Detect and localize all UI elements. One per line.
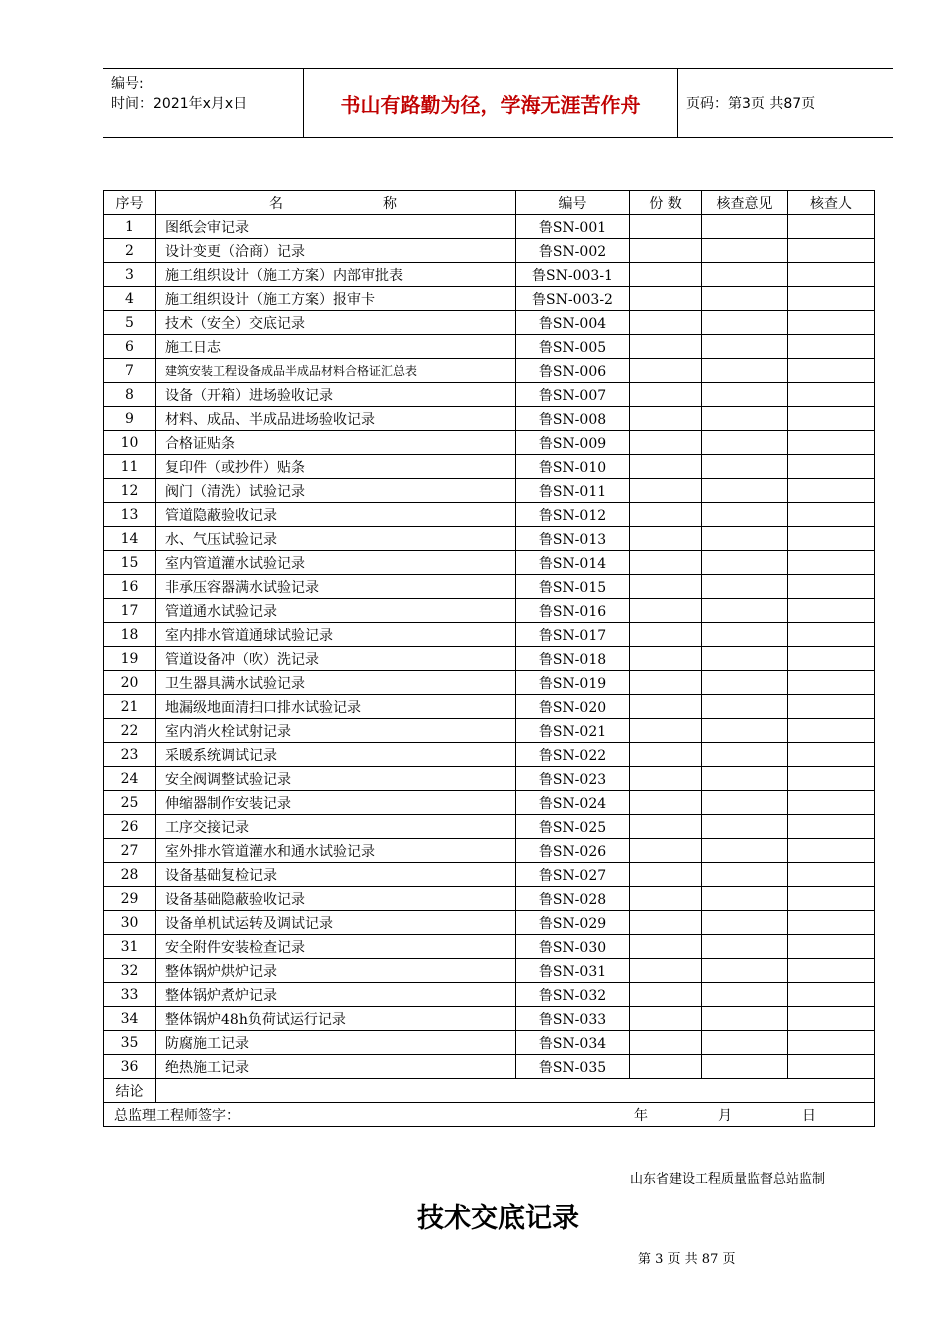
row-copies[interactable] <box>630 287 702 311</box>
row-name: 非承压容器满水试验记录 <box>156 575 516 599</box>
year-label: 年 <box>634 1107 648 1124</box>
row-copies[interactable] <box>630 719 702 743</box>
table-row <box>104 383 875 407</box>
row-number: 16 <box>104 575 156 599</box>
row-code: 鲁SN-005 <box>516 335 630 359</box>
row-code: 鲁SN-006 <box>516 359 630 383</box>
row-checker[interactable] <box>788 431 875 455</box>
row-number: 34 <box>104 1007 156 1031</box>
row-checker[interactable] <box>788 887 875 911</box>
row-number: 1 <box>104 215 156 239</box>
row-code: 鲁SN-034 <box>516 1031 630 1055</box>
row-code: 鲁SN-003-1 <box>516 263 630 287</box>
row-number: 36 <box>104 1055 156 1079</box>
row-number: 4 <box>104 287 156 311</box>
row-name: 防腐施工记录 <box>156 1031 516 1055</box>
row-code: 鲁SN-002 <box>516 239 630 263</box>
row-opinion[interactable] <box>702 647 788 671</box>
table-row <box>104 815 875 839</box>
row-checker[interactable] <box>788 695 875 719</box>
row-checker[interactable] <box>788 1007 875 1031</box>
row-checker[interactable] <box>788 503 875 527</box>
conclusion-value[interactable] <box>156 1079 875 1103</box>
row-opinion[interactable] <box>702 863 788 887</box>
row-copies[interactable] <box>630 911 702 935</box>
row-name: 建筑安装工程设备成品半成品材料合格证汇总表 <box>156 359 516 383</box>
row-opinion[interactable] <box>702 959 788 983</box>
header-meta <box>103 69 304 137</box>
table-row <box>104 983 875 1007</box>
records-table <box>103 190 875 1127</box>
row-opinion[interactable] <box>702 287 788 311</box>
header-no: 序号 <box>104 191 156 215</box>
row-copies[interactable] <box>630 575 702 599</box>
table-header-row <box>104 191 875 215</box>
row-opinion[interactable] <box>702 431 788 455</box>
row-copies[interactable] <box>630 239 702 263</box>
row-copies[interactable] <box>630 311 702 335</box>
row-code: 鲁SN-011 <box>516 479 630 503</box>
row-checker[interactable] <box>788 623 875 647</box>
header-checker: 核查人 <box>788 191 875 215</box>
row-code: 鲁SN-001 <box>516 215 630 239</box>
row-opinion[interactable] <box>702 935 788 959</box>
row-opinion[interactable] <box>702 407 788 431</box>
row-number: 21 <box>104 695 156 719</box>
row-copies[interactable] <box>630 647 702 671</box>
row-code: 鲁SN-008 <box>516 407 630 431</box>
row-number: 7 <box>104 359 156 383</box>
row-number: 3 <box>104 263 156 287</box>
row-code: 鲁SN-009 <box>516 431 630 455</box>
row-copies[interactable] <box>630 335 702 359</box>
row-copies[interactable] <box>630 863 702 887</box>
table-row <box>104 839 875 863</box>
row-opinion[interactable] <box>702 311 788 335</box>
row-checker[interactable] <box>788 407 875 431</box>
row-checker[interactable] <box>788 1055 875 1079</box>
row-opinion[interactable] <box>702 815 788 839</box>
row-checker[interactable] <box>788 527 875 551</box>
page-code: 页码：第3页 共87页 <box>686 96 816 112</box>
row-checker[interactable] <box>788 863 875 887</box>
row-checker[interactable] <box>788 719 875 743</box>
row-opinion[interactable] <box>702 623 788 647</box>
row-number: 10 <box>104 431 156 455</box>
table-row <box>104 263 875 287</box>
table-row <box>104 1007 875 1031</box>
row-copies[interactable] <box>630 551 702 575</box>
row-opinion[interactable] <box>702 839 788 863</box>
row-code: 鲁SN-032 <box>516 983 630 1007</box>
table-row <box>104 215 875 239</box>
row-opinion[interactable] <box>702 791 788 815</box>
row-opinion[interactable] <box>702 695 788 719</box>
row-copies[interactable] <box>630 1007 702 1031</box>
row-name: 合格证贴条 <box>156 431 516 455</box>
row-copies[interactable] <box>630 527 702 551</box>
page-footer: 第 3 页 共 87 页 <box>638 1252 736 1267</box>
header-motto: 书山有路勤为径，学海无涯苦作舟 <box>304 69 678 137</box>
row-name: 绝热施工记录 <box>156 1055 516 1079</box>
row-checker[interactable] <box>788 239 875 263</box>
row-opinion[interactable] <box>702 239 788 263</box>
row-number: 22 <box>104 719 156 743</box>
number-label: 编号: <box>111 76 144 92</box>
row-checker[interactable] <box>788 839 875 863</box>
row-copies[interactable] <box>630 359 702 383</box>
row-number: 33 <box>104 983 156 1007</box>
row-name: 水、气压试验记录 <box>156 527 516 551</box>
row-checker[interactable] <box>788 599 875 623</box>
table-row <box>104 551 875 575</box>
table-row <box>104 575 875 599</box>
row-name: 室内消火栓试射记录 <box>156 719 516 743</box>
row-checker[interactable] <box>788 287 875 311</box>
row-opinion[interactable] <box>702 575 788 599</box>
row-copies[interactable] <box>630 839 702 863</box>
row-checker[interactable] <box>788 911 875 935</box>
table-row <box>104 695 875 719</box>
row-code: 鲁SN-007 <box>516 383 630 407</box>
row-checker[interactable] <box>788 767 875 791</box>
row-opinion[interactable] <box>702 743 788 767</box>
row-name: 设计变更（洽商）记录 <box>156 239 516 263</box>
table-row <box>104 503 875 527</box>
row-copies[interactable] <box>630 791 702 815</box>
row-checker[interactable] <box>788 1031 875 1055</box>
table-row <box>104 743 875 767</box>
row-checker[interactable] <box>788 455 875 479</box>
row-name: 室外排水管道灌水和通水试验记录 <box>156 839 516 863</box>
row-copies[interactable] <box>630 671 702 695</box>
row-checker[interactable] <box>788 263 875 287</box>
row-copies[interactable] <box>630 815 702 839</box>
row-name: 图纸会审记录 <box>156 215 516 239</box>
row-name: 设备（开箱）进场验收记录 <box>156 383 516 407</box>
row-name: 地漏级地面清扫口排水试验记录 <box>156 695 516 719</box>
header-code: 编号 <box>516 191 630 215</box>
table-row <box>104 599 875 623</box>
table-row <box>104 791 875 815</box>
row-number: 24 <box>104 767 156 791</box>
row-number: 15 <box>104 551 156 575</box>
row-copies[interactable] <box>630 263 702 287</box>
row-name: 整体锅炉烘炉记录 <box>156 959 516 983</box>
row-copies[interactable] <box>630 983 702 1007</box>
row-name: 施工组织设计（施工方案）内部审批表 <box>156 263 516 287</box>
row-code: 鲁SN-022 <box>516 743 630 767</box>
row-checker[interactable] <box>788 647 875 671</box>
row-checker[interactable] <box>788 335 875 359</box>
row-name: 伸缩器制作安装记录 <box>156 791 516 815</box>
row-copies[interactable] <box>630 695 702 719</box>
row-opinion[interactable] <box>702 767 788 791</box>
row-code: 鲁SN-031 <box>516 959 630 983</box>
row-name: 室内管道灌水试验记录 <box>156 551 516 575</box>
row-name: 材料、成品、半成品进场验收记录 <box>156 407 516 431</box>
row-name: 设备单机试运转及调试记录 <box>156 911 516 935</box>
table-row <box>104 767 875 791</box>
signature-row <box>104 1103 875 1127</box>
row-number: 29 <box>104 887 156 911</box>
row-number: 9 <box>104 407 156 431</box>
row-code: 鲁SN-017 <box>516 623 630 647</box>
row-copies[interactable] <box>630 455 702 479</box>
table-row <box>104 863 875 887</box>
row-number: 19 <box>104 647 156 671</box>
row-copies[interactable] <box>630 479 702 503</box>
table-row <box>104 239 875 263</box>
issuer-note: 山东省建设工程质量监督总站监制 <box>630 1172 826 1187</box>
row-name: 技术（安全）交底记录 <box>156 311 516 335</box>
row-code: 鲁SN-033 <box>516 1007 630 1031</box>
row-number: 17 <box>104 599 156 623</box>
row-checker[interactable] <box>788 671 875 695</box>
row-code: 鲁SN-013 <box>516 527 630 551</box>
row-number: 11 <box>104 455 156 479</box>
table-row <box>104 719 875 743</box>
row-name: 管道通水试验记录 <box>156 599 516 623</box>
table-row <box>104 959 875 983</box>
row-copies[interactable] <box>630 935 702 959</box>
table-row <box>104 623 875 647</box>
table-row <box>104 335 875 359</box>
row-checker[interactable] <box>788 479 875 503</box>
row-number: 23 <box>104 743 156 767</box>
time-label: 时间：2021年x月x日 <box>111 96 248 112</box>
table-row <box>104 359 875 383</box>
row-opinion[interactable] <box>702 455 788 479</box>
row-opinion[interactable] <box>702 479 788 503</box>
row-opinion[interactable] <box>702 911 788 935</box>
row-number: 26 <box>104 815 156 839</box>
row-checker[interactable] <box>788 551 875 575</box>
month-label: 月 <box>718 1107 732 1124</box>
table-row <box>104 479 875 503</box>
row-name: 卫生器具满水试验记录 <box>156 671 516 695</box>
row-opinion[interactable] <box>702 719 788 743</box>
row-copies[interactable] <box>630 623 702 647</box>
table-row <box>104 1055 875 1079</box>
row-checker[interactable] <box>788 959 875 983</box>
row-copies[interactable] <box>630 431 702 455</box>
row-opinion[interactable] <box>702 263 788 287</box>
row-name: 管道设备冲（吹）洗记录 <box>156 647 516 671</box>
table-row <box>104 887 875 911</box>
row-checker[interactable] <box>788 983 875 1007</box>
row-code: 鲁SN-015 <box>516 575 630 599</box>
row-name: 采暖系统调试记录 <box>156 743 516 767</box>
header-name-left: 名 <box>269 195 283 212</box>
row-copies[interactable] <box>630 503 702 527</box>
row-opinion[interactable] <box>702 527 788 551</box>
row-code: 鲁SN-029 <box>516 911 630 935</box>
row-copies[interactable] <box>630 599 702 623</box>
row-checker[interactable] <box>788 935 875 959</box>
row-name: 管道隐蔽验收记录 <box>156 503 516 527</box>
row-code: 鲁SN-018 <box>516 647 630 671</box>
row-number: 30 <box>104 911 156 935</box>
row-code: 鲁SN-003-2 <box>516 287 630 311</box>
row-code: 鲁SN-028 <box>516 887 630 911</box>
row-opinion[interactable] <box>702 671 788 695</box>
row-copies[interactable] <box>630 959 702 983</box>
row-checker[interactable] <box>788 359 875 383</box>
row-name: 施工组织设计（施工方案）报审卡 <box>156 287 516 311</box>
row-name: 施工日志 <box>156 335 516 359</box>
row-checker[interactable] <box>788 575 875 599</box>
row-number: 32 <box>104 959 156 983</box>
row-copies[interactable] <box>630 215 702 239</box>
row-opinion[interactable] <box>702 359 788 383</box>
row-opinion[interactable] <box>702 983 788 1007</box>
row-code: 鲁SN-021 <box>516 719 630 743</box>
row-code: 鲁SN-030 <box>516 935 630 959</box>
row-opinion[interactable] <box>702 383 788 407</box>
row-number: 8 <box>104 383 156 407</box>
row-code: 鲁SN-019 <box>516 671 630 695</box>
conclusion-label: 结论 <box>104 1079 156 1103</box>
row-opinion[interactable] <box>702 335 788 359</box>
row-code: 鲁SN-016 <box>516 599 630 623</box>
row-number: 14 <box>104 527 156 551</box>
table-row <box>104 455 875 479</box>
table-row <box>104 287 875 311</box>
row-number: 2 <box>104 239 156 263</box>
row-number: 25 <box>104 791 156 815</box>
row-checker[interactable] <box>788 383 875 407</box>
table-row <box>104 311 875 335</box>
row-checker[interactable] <box>788 215 875 239</box>
table-row <box>104 431 875 455</box>
row-code: 鲁SN-004 <box>516 311 630 335</box>
page-header <box>103 68 893 138</box>
row-copies[interactable] <box>630 407 702 431</box>
row-number: 31 <box>104 935 156 959</box>
signature-label: 总监理工程师签字： <box>114 1107 240 1124</box>
row-checker[interactable] <box>788 311 875 335</box>
table-row <box>104 911 875 935</box>
row-copies[interactable] <box>630 887 702 911</box>
row-copies[interactable] <box>630 383 702 407</box>
row-number: 27 <box>104 839 156 863</box>
table-row <box>104 671 875 695</box>
header-copies: 份 数 <box>630 191 702 215</box>
row-checker[interactable] <box>788 791 875 815</box>
conclusion-row <box>104 1079 875 1103</box>
row-name: 整体锅炉煮炉记录 <box>156 983 516 1007</box>
row-code: 鲁SN-014 <box>516 551 630 575</box>
row-copies[interactable] <box>630 767 702 791</box>
row-opinion[interactable] <box>702 503 788 527</box>
row-code: 鲁SN-010 <box>516 455 630 479</box>
day-label: 日 <box>802 1107 816 1124</box>
header-opinion: 核查意见 <box>702 191 788 215</box>
row-code: 鲁SN-035 <box>516 1055 630 1079</box>
row-opinion[interactable] <box>702 887 788 911</box>
table-body <box>104 215 875 1079</box>
row-code: 鲁SN-020 <box>516 695 630 719</box>
header-name-right: 称 <box>383 195 397 212</box>
row-number: 35 <box>104 1031 156 1055</box>
header-name <box>156 191 516 215</box>
table-row <box>104 647 875 671</box>
row-name: 工序交接记录 <box>156 815 516 839</box>
row-opinion[interactable] <box>702 551 788 575</box>
row-checker[interactable] <box>788 815 875 839</box>
row-name: 设备基础复检记录 <box>156 863 516 887</box>
row-name: 阀门（清洗）试验记录 <box>156 479 516 503</box>
row-name: 安全附件安装检查记录 <box>156 935 516 959</box>
signature-cell[interactable] <box>104 1103 875 1127</box>
row-number: 12 <box>104 479 156 503</box>
row-number: 13 <box>104 503 156 527</box>
row-number: 6 <box>104 335 156 359</box>
row-copies[interactable] <box>630 743 702 767</box>
table-row <box>104 527 875 551</box>
row-name: 设备基础隐蔽验收记录 <box>156 887 516 911</box>
row-copies[interactable] <box>630 1031 702 1055</box>
row-code: 鲁SN-025 <box>516 815 630 839</box>
row-name: 安全阀调整试验记录 <box>156 767 516 791</box>
row-opinion[interactable] <box>702 1055 788 1079</box>
table-row <box>104 1031 875 1055</box>
row-number: 20 <box>104 671 156 695</box>
row-copies[interactable] <box>630 1055 702 1079</box>
document-title: 技术交底记录 <box>417 1203 579 1234</box>
row-number: 5 <box>104 311 156 335</box>
row-name: 复印件（或抄件）贴条 <box>156 455 516 479</box>
row-number: 18 <box>104 623 156 647</box>
row-number: 28 <box>104 863 156 887</box>
table-row <box>104 935 875 959</box>
row-opinion[interactable] <box>702 1007 788 1031</box>
row-opinion[interactable] <box>702 215 788 239</box>
row-opinion[interactable] <box>702 599 788 623</box>
row-code: 鲁SN-027 <box>516 863 630 887</box>
row-opinion[interactable] <box>702 1031 788 1055</box>
row-code: 鲁SN-023 <box>516 767 630 791</box>
row-name: 整体锅炉48h负荷试运行记录 <box>156 1007 516 1031</box>
row-code: 鲁SN-026 <box>516 839 630 863</box>
row-code: 鲁SN-024 <box>516 791 630 815</box>
row-checker[interactable] <box>788 743 875 767</box>
row-code: 鲁SN-012 <box>516 503 630 527</box>
row-name: 室内排水管道通球试验记录 <box>156 623 516 647</box>
table-row <box>104 407 875 431</box>
